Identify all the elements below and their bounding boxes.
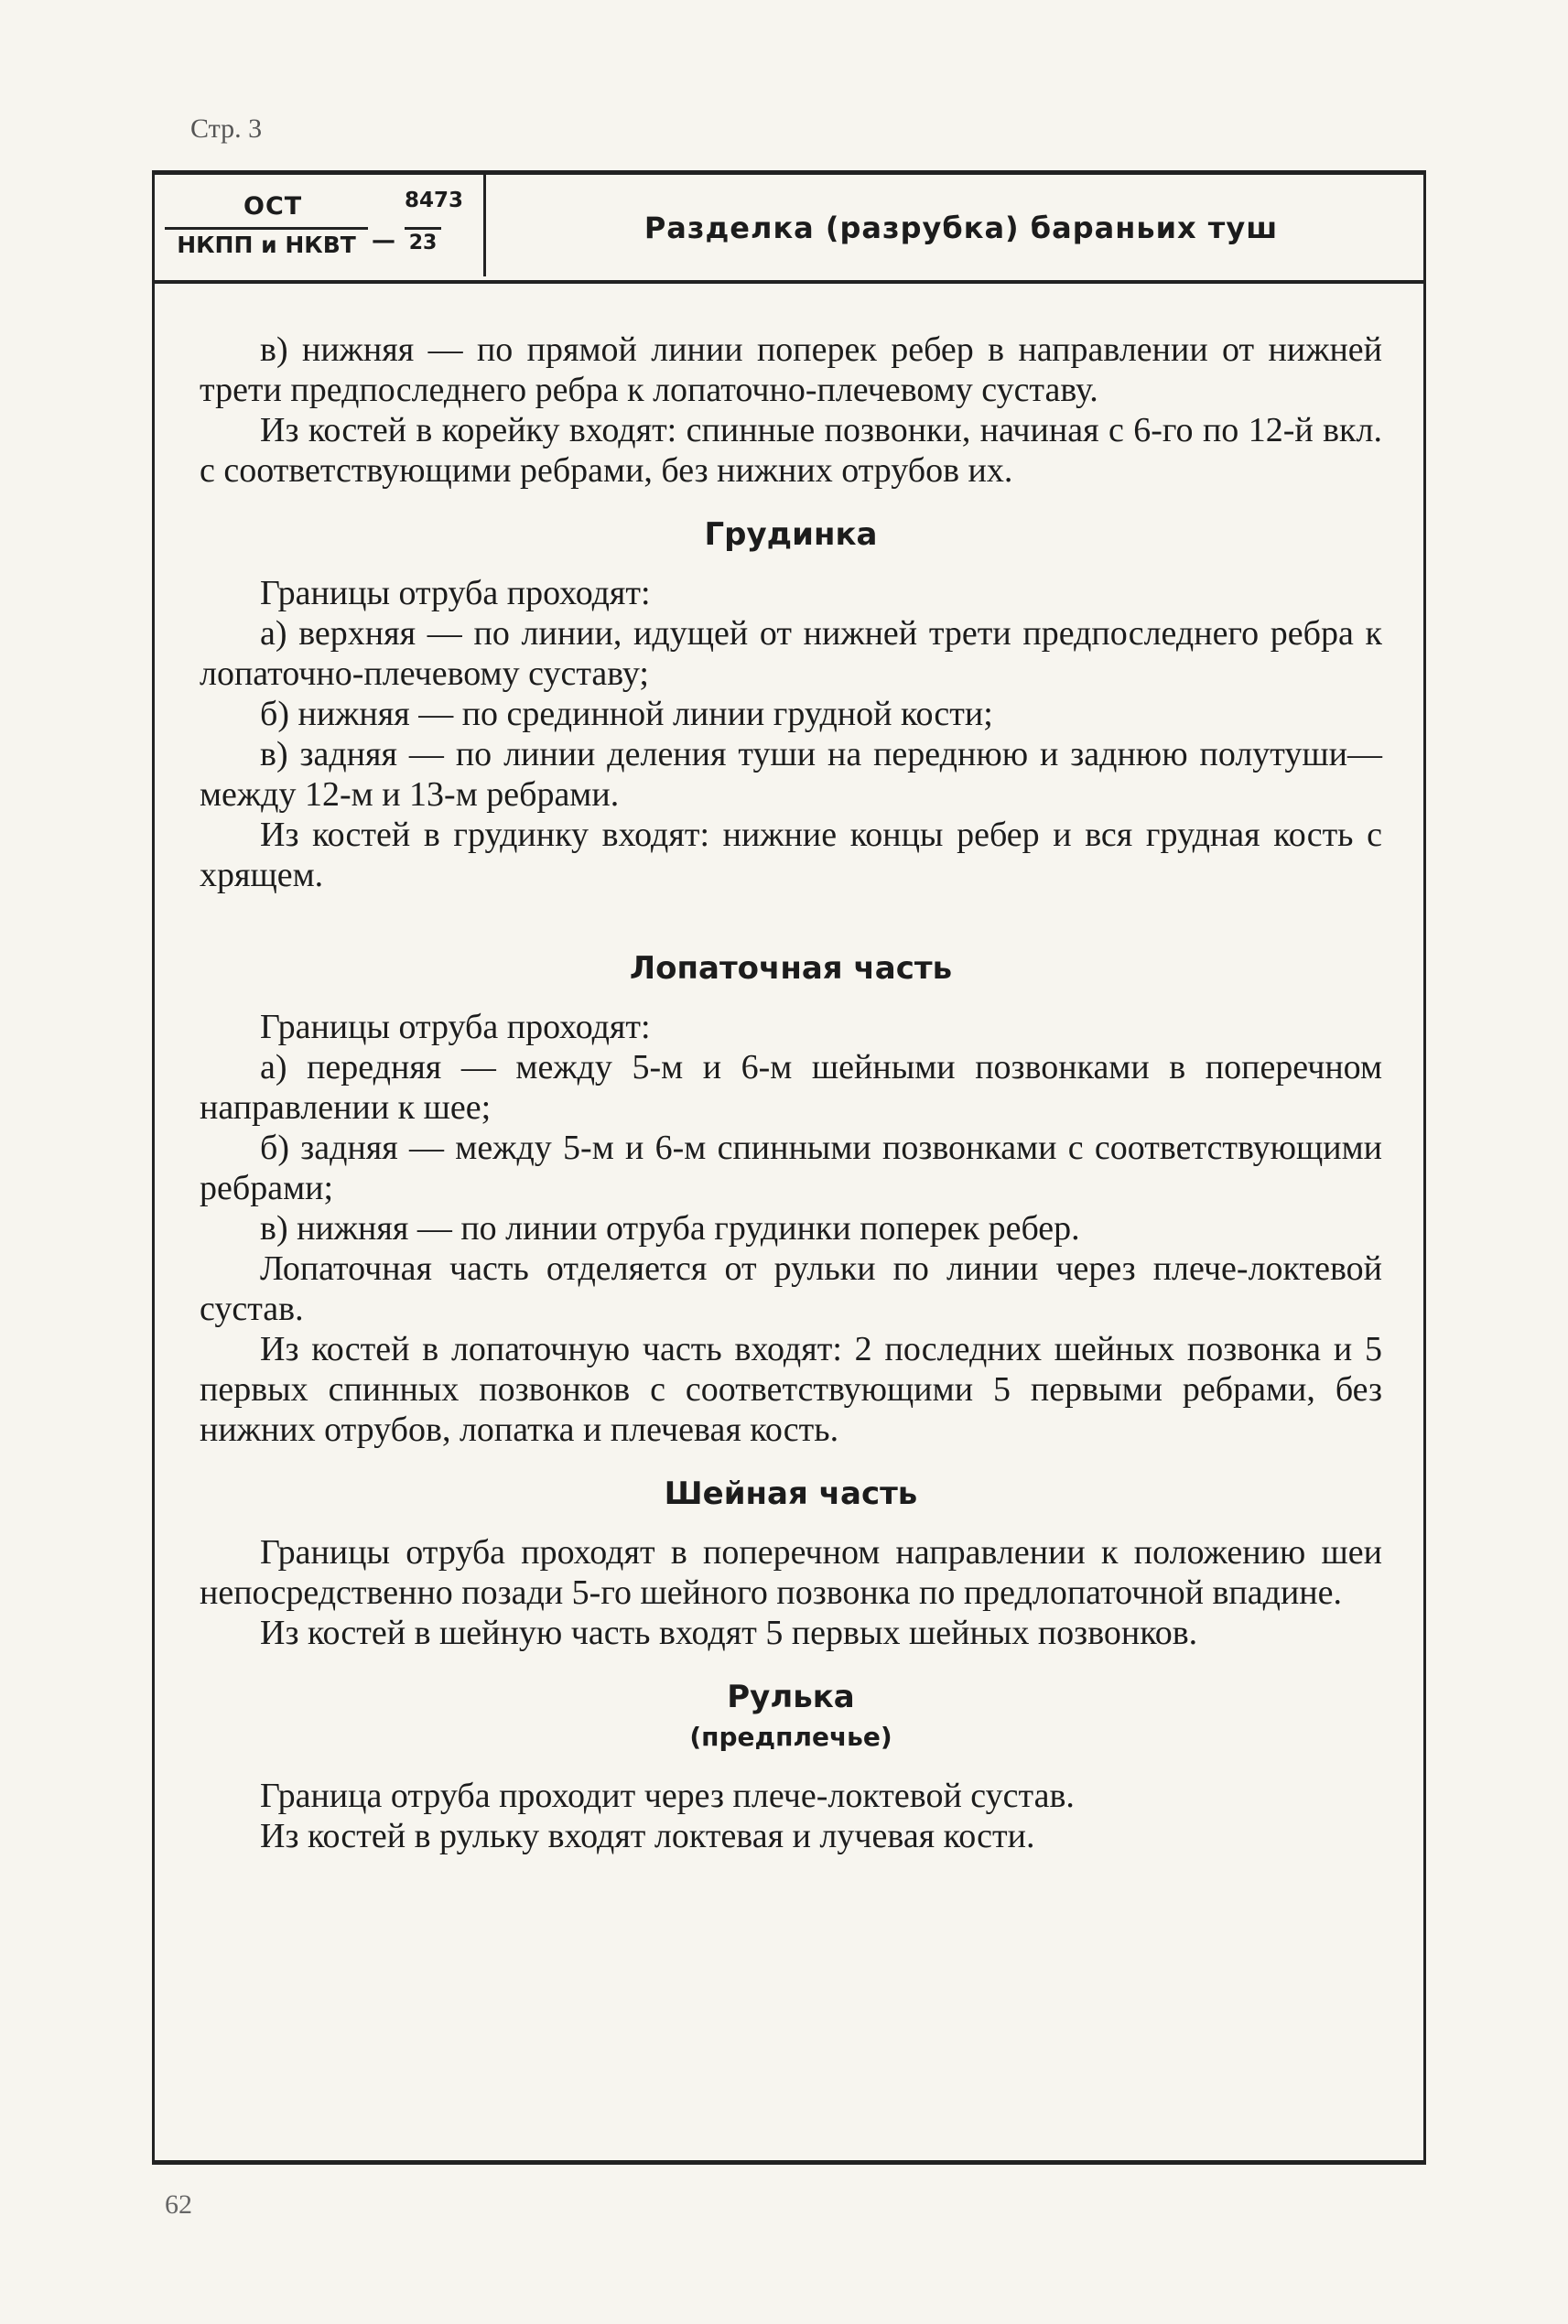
standard-ministry: НКПП и НКВТ (165, 227, 368, 258)
paragraph: Границы отруба проходят в поперечном направлении к положению шеи непосредственно позади 5-го шейного позвонка по предлопаточной впадине. (200, 1533, 1382, 1612)
paragraph: Граница отруба проходит через плече-локтевой сустав. (260, 1777, 1075, 1815)
section-heading: Шейная часть (664, 1475, 918, 1512)
bottom-rule (152, 2160, 1426, 2165)
paragraph: б) задняя — между 5-м и 6-м спинными позвонками с соответствующими ребрами; (200, 1129, 1382, 1207)
paragraph: в) задняя — по линии деления туши на переднюю и заднюю полутуши—между 12-м и 13-м ребрами. (200, 735, 1382, 814)
paragraph: Границы отруба проходят: (260, 574, 651, 612)
paragraph: в) нижняя — по линии отруба грудинки поперек ребер. (260, 1209, 1080, 1248)
section-heading: Рулька (727, 1679, 855, 1715)
section-heading: Грудинка (704, 516, 878, 553)
header-rule (152, 280, 1426, 284)
standard-dash: — (372, 227, 395, 254)
paragraph: Из костей в грудинку входят: нижние концы ребер и вся грудная кость с хрящем. (200, 816, 1382, 894)
paragraph: б) нижняя — по срединной линии грудной кости; (260, 695, 993, 733)
document-body (200, 330, 1382, 1856)
section-subheading: (предплечье) (689, 1722, 892, 1752)
paragraph: а) верхняя — по линии, идущей от нижней трети предпоследнего ребра к лопаточно-плечевому суставу; (200, 614, 1382, 693)
paragraph: а) передняя — между 5-м и 6-м шейными позвонками в поперечном направлении к шее; (200, 1048, 1382, 1127)
paragraph: Из костей в рульку входят локтевая и лучевая кости. (260, 1817, 1035, 1855)
paragraph: Из костей в лопаточную часть входят: 2 последних шейных позвонка и 5 первых спинных позвонков с соответствующими 5 первыми ребрами, без нижних отрубов, лопатка и плечевая кость. (200, 1330, 1382, 1449)
page-number: 62 (165, 2189, 192, 2220)
page-label: Стр. 3 (190, 113, 263, 144)
document-title: Разделка (разрубка) бараньих туш (643, 211, 1279, 245)
paragraph: Границы отруба проходят: (260, 1008, 651, 1046)
paragraph: Из костей в шейную часть входят 5 первых шейных позвонков. (260, 1614, 1198, 1652)
standard-sub-number: 23 (405, 227, 441, 254)
paragraph: Из костей в корейку входят: спинные позвонки, начиная с 6-го по 12-й вкл. с соответствующими ребрами, без нижних отрубов их. (200, 411, 1382, 490)
top-rule (152, 170, 1426, 175)
paragraph: в) нижняя — по прямой линии поперек ребер в направлении от нижней трети предпоследнего ребра к лопаточно-плечевому суставу. (200, 330, 1382, 409)
standard-code: ОСТ (243, 192, 303, 221)
paragraph: Лопаточная часть отделяется от рульки по линии через плече-локтевой сустав. (200, 1249, 1382, 1328)
section-heading: Лопаточная часть (629, 950, 953, 987)
header-separator (483, 174, 486, 276)
standard-number: 8473 (405, 189, 464, 212)
